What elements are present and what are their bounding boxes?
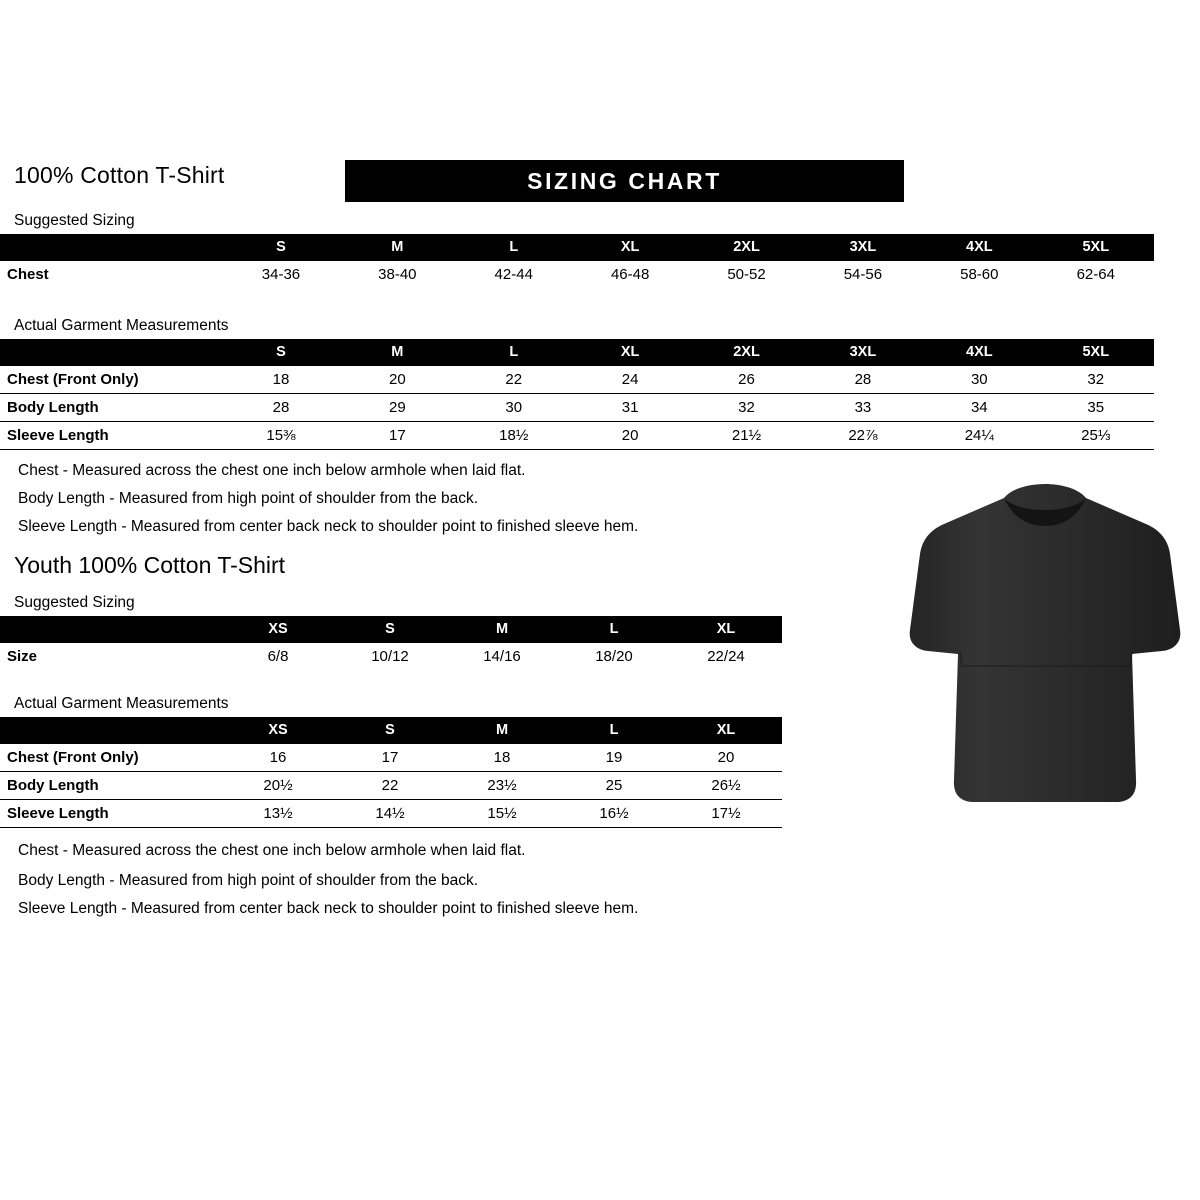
adult-suggested-cell: 54-56 xyxy=(843,266,883,283)
youth-suggested-cell: 22/24 xyxy=(707,648,745,665)
table-body xyxy=(0,744,782,828)
adult-suggested-cell: 46-48 xyxy=(610,266,650,283)
adult-garment-col-header-5xl: 5XL xyxy=(1082,344,1110,360)
youth-suggested-cell: 6/8 xyxy=(267,648,289,665)
adult-suggested-cell: 50-52 xyxy=(727,266,766,283)
table-row xyxy=(0,366,1154,394)
adult-garment-cell: 32 xyxy=(738,399,755,416)
youth-garment-cell: 18 xyxy=(493,749,511,766)
youth-garment-cell: 23½ xyxy=(487,777,517,794)
youth-garment-row-label: Sleeve Length xyxy=(7,805,109,822)
adult-suggested-row-label: Chest xyxy=(7,266,49,283)
adult-suggested-col-header-5xl: 5XL xyxy=(1082,239,1110,255)
adult-suggested-col-header-s: S xyxy=(276,239,286,255)
adult-garment-cell: 18 xyxy=(272,371,290,388)
adult-garment-cell: 22 xyxy=(505,371,523,388)
adult-garment-cell: 17 xyxy=(389,427,406,444)
youth-garment-cell: 22 xyxy=(381,777,399,794)
adult-note-chest: Chest - Measured across the chest one inch below armhole when laid flat. xyxy=(18,462,526,479)
adult-garment-col-header-blank xyxy=(0,339,223,366)
youth-suggested-col-header-xl: XL xyxy=(716,621,736,637)
youth-garment-col-header-l: L xyxy=(609,722,619,738)
youth-garment-cell: 17½ xyxy=(711,805,741,822)
sizing-chart-banner xyxy=(345,160,904,202)
adult-suggested-cell: 34-36 xyxy=(261,266,301,283)
adult-garment-cell: 24¼ xyxy=(964,427,994,444)
youth-garment-measurements-label: Actual Garment Measurements xyxy=(14,695,229,712)
youth-garment-measurements-table xyxy=(0,717,782,828)
adult-suggested-cell: 38-40 xyxy=(378,266,417,283)
table-row xyxy=(0,261,1154,288)
adult-suggested-sizing-label: Suggested Sizing xyxy=(14,212,135,229)
adult-suggested-col-header-xl: XL xyxy=(620,239,640,255)
adult-garment-cell: 28 xyxy=(854,371,872,388)
adult-garment-cell: 30 xyxy=(505,399,523,416)
youth-note-body-length: Body Length - Measured from high point of shoulder from the back. xyxy=(18,872,479,889)
adult-note-sleeve-length: Sleeve Length - Measured from center back neck to shoulder point to finished sleeve hem. xyxy=(18,518,639,535)
table-row xyxy=(0,422,1154,450)
youth-garment-cell: 17 xyxy=(381,749,399,766)
table-row xyxy=(0,744,782,772)
youth-suggested-col-header-s: S xyxy=(385,621,395,637)
adult-suggested-col-header-m: M xyxy=(391,239,404,255)
youth-garment-cell: 25 xyxy=(605,777,623,794)
youth-garment-col-header-m: M xyxy=(495,722,509,738)
table-header-row xyxy=(0,234,1154,261)
adult-garment-cell: 32 xyxy=(1087,371,1105,388)
adult-suggested-cell: 42-44 xyxy=(494,266,533,283)
adult-garment-row-label: Body Length xyxy=(7,399,99,416)
adult-garment-col-header-s: S xyxy=(276,344,286,360)
adult-garment-col-header-4xl: 4XL xyxy=(966,344,993,360)
youth-suggested-sizing-label: Suggested Sizing xyxy=(14,594,135,611)
header-row xyxy=(14,160,904,202)
youth-garment-cell: 19 xyxy=(605,749,623,766)
youth-suggested-col-header-xs: XS xyxy=(268,621,288,637)
adult-garment-cell: 24 xyxy=(621,371,639,388)
adult-suggested-col-header-blank xyxy=(0,234,223,261)
youth-garment-row-label: Chest (Front Only) xyxy=(7,749,139,766)
youth-garment-col-header-blank xyxy=(0,717,222,744)
youth-suggested-cell: 14/16 xyxy=(483,648,521,665)
adult-suggested-col-header-2xl: 2XL xyxy=(733,239,760,255)
adult-garment-col-header-2xl: 2XL xyxy=(733,344,760,360)
adult-garment-cell: 28 xyxy=(272,399,290,416)
tshirt-illustration xyxy=(900,480,1190,810)
youth-suggested-sizing-table xyxy=(0,616,782,670)
adult-garment-col-header-xl: XL xyxy=(620,344,640,360)
youth-garment-col-header-xl: XL xyxy=(716,722,736,738)
adult-garment-col-header-l: L xyxy=(509,344,519,360)
adult-garment-col-header-3xl: 3XL xyxy=(849,344,877,360)
table-row xyxy=(0,772,782,800)
adult-garment-cell: 18½ xyxy=(499,427,529,444)
adult-suggested-cell: 62-64 xyxy=(1076,266,1115,283)
adult-suggested-cell: 58-60 xyxy=(960,266,999,283)
table-row xyxy=(0,800,782,828)
youth-garment-cell: 20 xyxy=(717,749,735,766)
page-title: 100% Cotton T-Shirt xyxy=(14,162,225,188)
youth-garment-row-label: Body Length xyxy=(7,777,99,794)
sizing-chart-banner-label: SIZING CHART xyxy=(527,168,722,194)
adult-suggested-col-header-4xl: 4XL xyxy=(966,239,993,255)
adult-garment-cell: 15⅜ xyxy=(266,427,296,444)
youth-garment-col-header-xs: XS xyxy=(268,722,288,738)
adult-garment-cell: 35 xyxy=(1087,399,1105,416)
adult-note-body-length: Body Length - Measured from high point of shoulder from the back. xyxy=(18,490,479,507)
adult-garment-cell: 20 xyxy=(389,371,406,388)
adult-suggested-col-header-l: L xyxy=(509,239,519,255)
adult-garment-cell: 21½ xyxy=(731,427,762,444)
adult-garment-row-label: Chest (Front Only) xyxy=(7,371,139,388)
youth-garment-cell: 16 xyxy=(269,749,287,766)
adult-garment-cell: 34 xyxy=(970,399,988,416)
youth-suggested-cell: 18/20 xyxy=(595,648,633,665)
table-header-row xyxy=(0,339,1154,366)
youth-suggested-col-header-m: M xyxy=(495,621,509,637)
adult-garment-cell: 30 xyxy=(970,371,988,388)
table-body xyxy=(0,261,1154,288)
adult-garment-measurements-table xyxy=(0,339,1154,450)
table-row xyxy=(0,643,782,670)
adult-garment-col-header-m: M xyxy=(391,344,404,360)
adult-suggested-col-header-3xl: 3XL xyxy=(849,239,877,255)
youth-suggested-col-header-blank xyxy=(0,616,222,643)
adult-suggested-sizing-table xyxy=(0,234,1154,288)
youth-garment-cell: 20½ xyxy=(263,777,293,794)
youth-note-sleeve-length: Sleeve Length - Measured from center back neck to shoulder point to finished sleeve hem. xyxy=(18,900,639,917)
youth-garment-col-header-s: S xyxy=(385,722,395,738)
youth-garment-cell: 16½ xyxy=(599,805,629,822)
table-header-row xyxy=(0,717,782,744)
adult-garment-cell: 29 xyxy=(389,399,406,416)
adult-garment-cell: 25⅓ xyxy=(1081,427,1111,444)
adult-garment-cell: 33 xyxy=(854,399,872,416)
adult-garment-cell: 20 xyxy=(621,427,639,444)
table-body xyxy=(0,643,782,670)
youth-suggested-row-label: Size xyxy=(7,648,38,665)
youth-garment-cell: 13½ xyxy=(263,805,293,822)
youth-garment-cell: 15½ xyxy=(487,805,517,822)
youth-suggested-col-header-l: L xyxy=(609,621,619,637)
youth-note-chest: Chest - Measured across the chest one inch below armhole when laid flat. xyxy=(18,842,526,859)
adult-garment-measurements-label: Actual Garment Measurements xyxy=(14,317,229,334)
youth-garment-cell: 26½ xyxy=(711,777,741,794)
youth-garment-cell: 14½ xyxy=(375,805,405,822)
adult-garment-cell: 26 xyxy=(738,371,755,388)
adult-garment-cell: 31 xyxy=(621,399,639,416)
table-body xyxy=(0,366,1154,450)
adult-garment-row-label: Sleeve Length xyxy=(7,427,109,444)
table-header-row xyxy=(0,616,782,643)
youth-suggested-cell: 10/12 xyxy=(371,648,409,665)
adult-garment-cell: 22⅞ xyxy=(848,427,878,444)
table-row xyxy=(0,394,1154,422)
youth-section-title: Youth 100% Cotton T-Shirt xyxy=(14,552,286,578)
